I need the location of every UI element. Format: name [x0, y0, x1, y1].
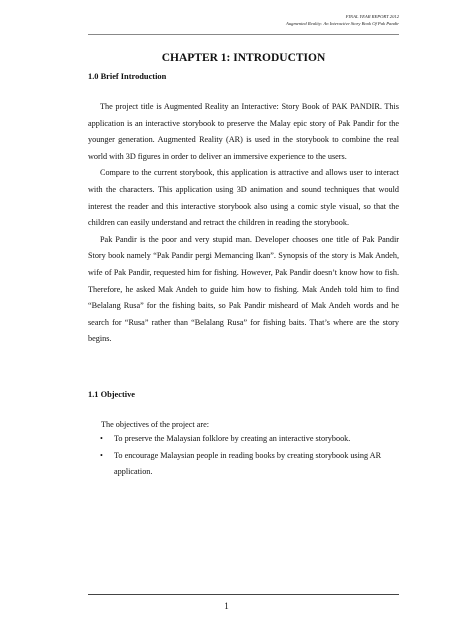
header-project-title: Augmented Reality: An Interactive Story Book Of Pak Pandir [286, 21, 399, 26]
chapter-title: CHAPTER 1: INTRODUCTION [161, 52, 326, 64]
objective-text: To preserve the Malaysian folklore by creating an interactive storybook. [114, 434, 351, 443]
header-report-title: FINAL YEAR REPORT 2012 [345, 14, 399, 19]
list-item [88, 431, 399, 448]
bullet-icon: • [100, 434, 103, 443]
section-heading-objective: 1.1 Objective [88, 390, 135, 399]
objective-text: To encourage Malaysian people in reading books by creating storybook using AR application. [114, 450, 382, 477]
bullet-icon: • [100, 450, 103, 460]
section-heading-introduction: 1.0 Brief Introduction [88, 72, 167, 81]
objectives-list [88, 431, 399, 481]
running-header [286, 13, 399, 27]
page-number: 1 [224, 601, 229, 611]
paragraph: Pak Pandir is the poor and very stupid man. Developer chooses one title of Pak Pandir Story book namely “Pak Pandir pergi Memancing Ikan”. Synopsis of the story is Mak Andeh, wife of Pak Pandir, requested him for fishing. However, Pak Pandir doesn’t know how to fish. Therefore, he asked Mak Andeh to guide him how to fishing. Mak Andeh told him to find “Belalang Rusa” for the fishing baits, so Pak Pandir misheard of Mak Andeh words and he search for “Rusa” rather than “Belalang Rusa” for fishing baits. That’s where are the story begins. [88, 234, 399, 344]
header-rule [88, 34, 399, 35]
paragraph: Compare to the current storybook, this application is attractive and allows user to interact with the characters. This application using 3D animation and sound techniques that would interest the reader and this interactive storybook also using a comic style visual, so that the children can easily understand and retract the children in reading the storybook. [88, 168, 399, 228]
footer-rule [88, 594, 399, 595]
paragraph: The project title is Augmented Reality an Interactive: Story Book of PAK PANDIR. This application is an interactive storybook to preserve the Malay epic story of Pak Pandir for the younger generation. Augmented Reality (AR) is used in the storybook to combine the real world with 3D figures in order to deliver an immersive experience to the users. [88, 102, 399, 161]
objectives-intro: The objectives of the project are: [101, 420, 209, 429]
introduction-body [88, 99, 399, 348]
list-item [88, 448, 399, 481]
